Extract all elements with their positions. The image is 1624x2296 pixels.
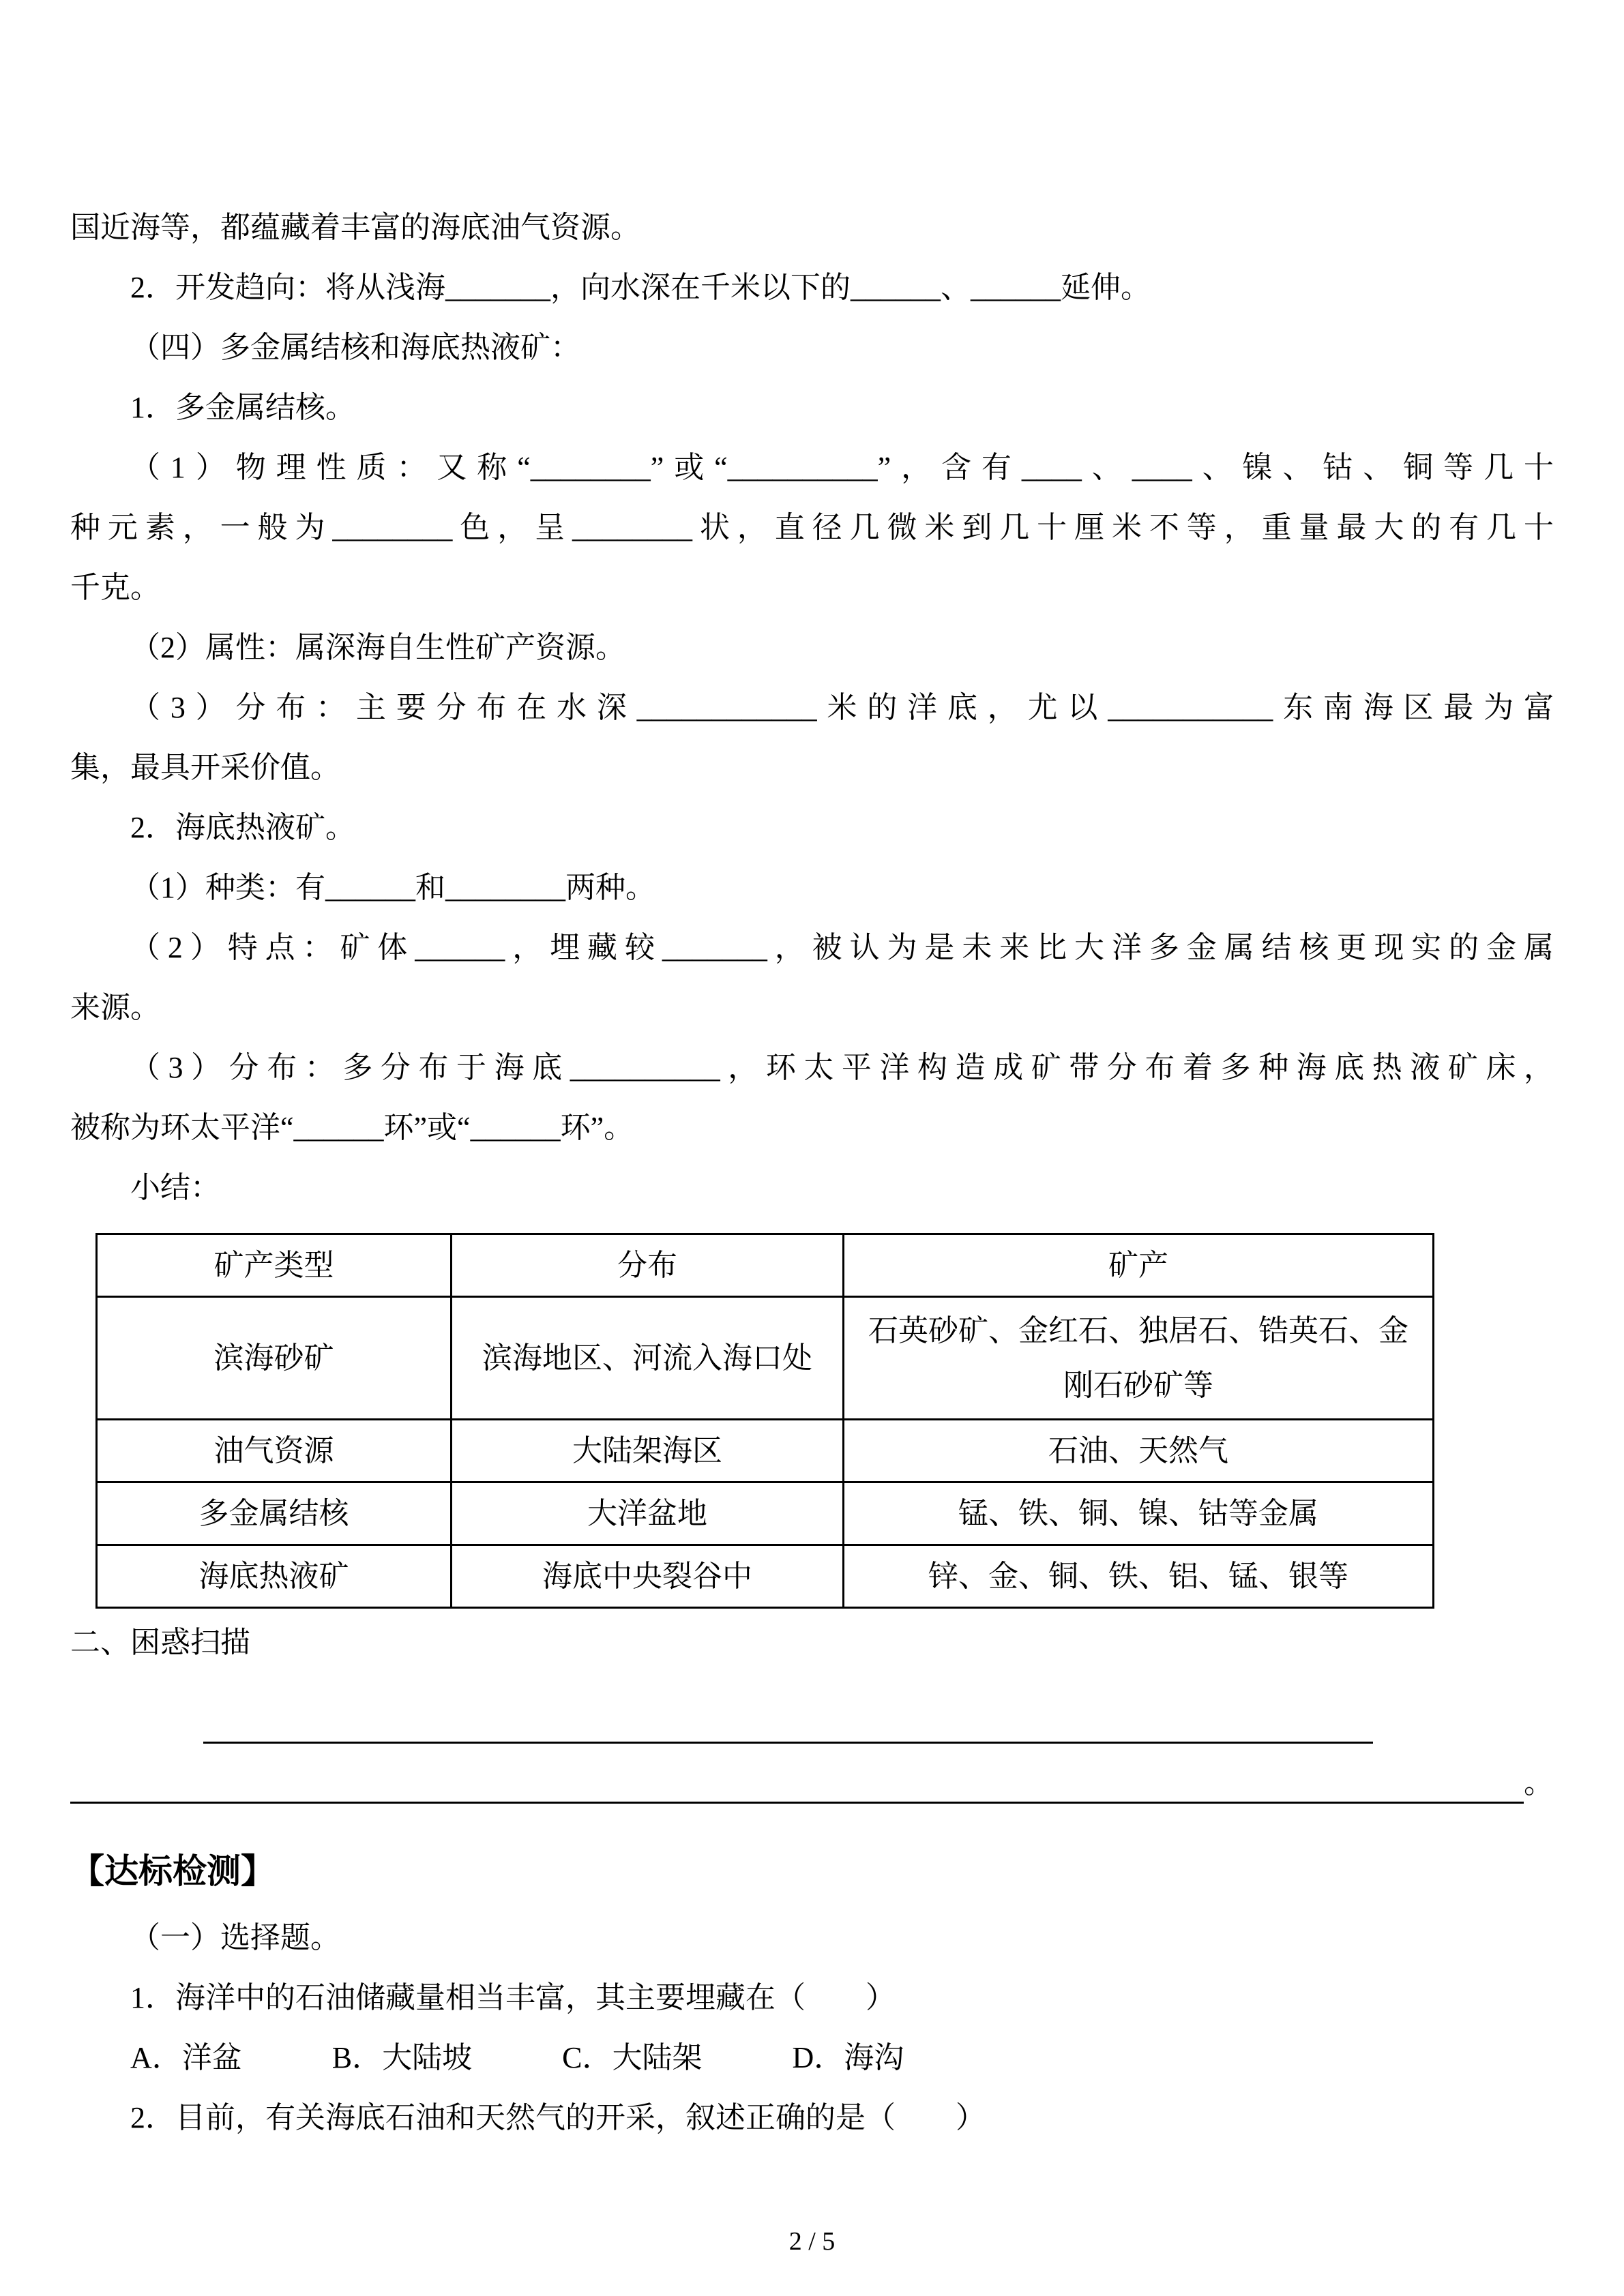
table-cell-type: 滨海砂矿: [97, 1297, 452, 1420]
answer-blank-line-1: [203, 1714, 1373, 1744]
line-distribution-2: 集，最具开采价值。: [70, 751, 340, 784]
line-physical-properties-1: （1）物理性质：又称“________”或“__________”，含有____、____、镍、钴、铜等几十: [130, 451, 1554, 484]
line-features-1: （2）特点：矿体______，埋藏较_______，被认为是未来比大洋多金属结核更现实的金属: [130, 931, 1554, 964]
table-cell-minerals: 锌、金、铜、铁、铝、锰、银等: [844, 1545, 1434, 1608]
table-cell-type: 多金属结核: [97, 1482, 452, 1545]
line-distribution2-2: 被称为环太平洋“______环”或“______环”。: [70, 1111, 634, 1144]
table-cell-distribution: 滨海地区、河流入海口处: [452, 1297, 844, 1420]
choice-section-heading: （一）选择题。: [130, 1921, 340, 1954]
line-distribution-1: （3）分布：主要分布在水深____________米的洋底，尤以___________东南海区最为富: [130, 691, 1554, 724]
table-row-nodules: [97, 1482, 1434, 1545]
line-features-2: 来源。: [70, 991, 160, 1024]
line-types: （1）种类：有______和________两种。: [130, 871, 655, 904]
standard-test-heading: 【达标检测】: [70, 1852, 275, 1890]
question-2: 2．目前，有关海底石油和天然气的开采，叙述正确的是（ ）: [130, 2101, 986, 2134]
table-cell-minerals: 石油、天然气: [844, 1420, 1434, 1482]
line-hydrothermal-ore: 2．海底热液矿。: [130, 811, 355, 844]
section-two-heading: 二、困惑扫描: [70, 1626, 250, 1659]
table-row-placer: [97, 1297, 1434, 1420]
line-continuation-oil-gas: 国近海等，都蕴藏着丰富的海底油气资源。: [70, 211, 640, 244]
table-cell-distribution: 大陆架海区: [452, 1420, 844, 1482]
table-header-distribution: 分布: [452, 1234, 844, 1297]
table-cell-distribution: 大洋盆地: [452, 1482, 844, 1545]
question-1: 1．海洋中的石油储藏量相当丰富，其主要埋藏在（ ）: [130, 1981, 896, 2014]
table-cell-minerals: 锰、铁、铜、镍、钴等金属: [844, 1482, 1434, 1545]
line-distribution2-1: （3）分布：多分布于海底__________，环太平洋构造成矿带分布着多种海底热液矿床，: [130, 1051, 1554, 1084]
line-physical-properties-3: 千克。: [70, 571, 160, 604]
answer-blank-line-2: [70, 1744, 1554, 1804]
table-header-mineral-type: 矿产类型: [97, 1234, 452, 1297]
table-cell-minerals: 石英砂矿、金红石、独居石、锆英石、金刚石砂矿等: [844, 1297, 1434, 1420]
table-header-row: [97, 1234, 1434, 1297]
table-row-hydrothermal: [97, 1545, 1434, 1608]
blank-rule: [70, 1768, 1524, 1804]
blank-line-period: 。: [1524, 1766, 1554, 1800]
table-row-oil-gas: [97, 1420, 1434, 1482]
line-attribute: （2）属性：属深海自生性矿产资源。: [130, 631, 625, 664]
table-header-minerals: 矿产: [844, 1234, 1434, 1297]
line-section-four-title: （四）多金属结核和海底热液矿：: [130, 331, 580, 364]
table-cell-distribution: 海底中央裂谷中: [452, 1545, 844, 1608]
line-physical-properties-2: 种元素，一般为________色，呈________状，直径几微米到几十厘米不等，重量最大的有几十: [70, 511, 1554, 544]
table-cell-type: 海底热液矿: [97, 1545, 452, 1608]
line-summary-label: 小结：: [130, 1171, 220, 1204]
line-polymetallic-nodules: 1．多金属结核。: [130, 391, 355, 424]
page-number: 2 / 5: [788, 2227, 836, 2256]
table-cell-type: 油气资源: [97, 1420, 452, 1482]
question-1-options: A．洋盆 B．大陆坡 C．大陆架 D．海沟: [130, 2041, 904, 2074]
summary-table: [95, 1233, 1434, 1609]
line-development-trend: 2．开发趋向：将从浅海_______，向水深在千米以下的______、______延伸。: [130, 271, 1151, 304]
